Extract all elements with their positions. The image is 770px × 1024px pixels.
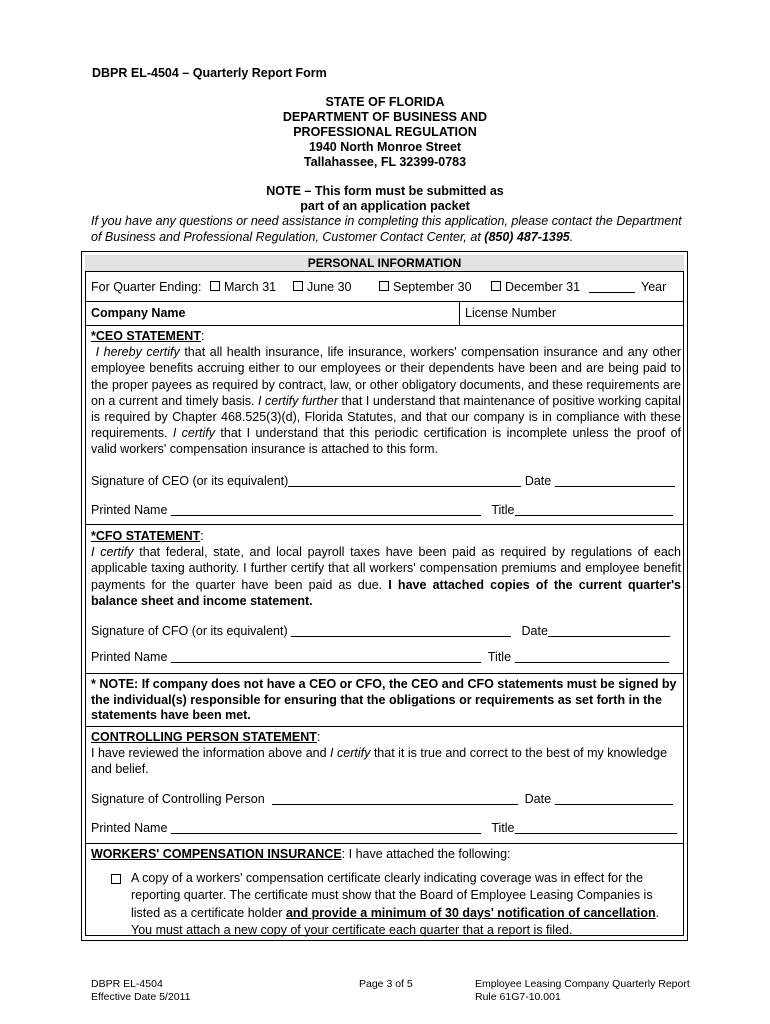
footer-page: Page 3 of 5: [359, 978, 413, 990]
cfo-colon: :: [200, 529, 204, 543]
cfo-signature-label: Signature of CFO (or its equivalent): [91, 624, 288, 638]
agency-street: 1940 North Monroe Street: [308, 140, 462, 154]
workers-comp-text-2: . You must attach a new copy of your certificate each quarter that a report is filed.: [131, 905, 660, 938]
controlling-colon: :: [316, 730, 321, 744]
help-body: If you have any questions or need assistance in completing this application, please contact the Department of Business and Professional Regulation, Customer Contact Center, at: [91, 214, 682, 244]
ceo-date-label: Date: [524, 474, 552, 488]
license-number-field[interactable]: License Number: [465, 306, 557, 320]
quarter-march-label: March 31: [224, 280, 277, 294]
workers-comp-rest: : I have attached the following:: [341, 847, 511, 861]
footer-effective-date: Effective Date 5/2011: [91, 991, 191, 1003]
quarter-june-label: June 30: [307, 280, 352, 294]
agency-city: Tallahassee, FL 32399-0783: [303, 155, 467, 169]
controlling-statement: [91, 729, 681, 778]
cfo-printed-line: [91, 650, 669, 664]
controlling-signature-field[interactable]: [272, 793, 518, 805]
ceo-text-3: that I understand that this periodic certification is incomplete unless the proof of valid workers' compensation insurance is attached to this form.: [91, 426, 682, 457]
personal-info-header: PERSONAL INFORMATION: [85, 255, 684, 272]
divider: [85, 524, 684, 525]
workers-comp-item: [111, 870, 671, 940]
footer-doc-name: Employee Leasing Company Quarterly Report: [475, 978, 690, 990]
agency-block: [0, 95, 770, 170]
cfo-heading: *CFO STATEMENT: [91, 529, 201, 543]
controlling-title-label: Title: [491, 821, 515, 835]
ceo-signature-line: [91, 474, 675, 488]
ceo-date-field[interactable]: [555, 475, 675, 487]
controlling-printed-label: Printed Name: [91, 821, 168, 835]
quarter-march[interactable]: [210, 280, 276, 294]
workers-comp-heading-line: [91, 847, 511, 861]
company-divider: [459, 302, 460, 326]
controlling-heading: CONTROLLING PERSON STATEMENT: [91, 730, 317, 744]
cfo-printed-field[interactable]: [171, 651, 481, 663]
controlling-printed-line: [91, 821, 677, 835]
quarter-september-label: September 30: [393, 280, 472, 294]
workers-comp-cancellation: and provide a minimum of 30 days' notification of cancellation: [285, 905, 656, 920]
year-field[interactable]: [589, 280, 635, 294]
controlling-signature-line: [91, 792, 673, 806]
ceo-printed-field[interactable]: [171, 504, 481, 516]
controlling-printed-field[interactable]: [171, 822, 481, 834]
cfo-text: that federal, state, and local payroll taxes have been paid as required by regulations of each applicable taxing authority. I further certify that all workers' compensation premiums and employee benefit payments for the quarter have been paid as due.: [91, 545, 681, 592]
submission-note: [0, 184, 770, 214]
ceo-text-2: that I understand that maintenance of positive working capital is required by Chapter 468.525(3)(d), Florida Statutes, and that our company is in compliance with these requirements.: [91, 393, 681, 441]
checkbox-icon[interactable]: [293, 281, 303, 291]
help-end: .: [569, 230, 574, 244]
quarter-label: For Quarter Ending:: [91, 280, 202, 294]
checkbox-icon[interactable]: [210, 281, 220, 291]
ceo-heading: *CEO STATEMENT: [91, 329, 201, 343]
cfo-statement: [91, 528, 681, 609]
checkbox-icon[interactable]: [491, 281, 501, 291]
cfo-date-label: Date: [521, 624, 548, 638]
controlling-signature-label: Signature of Controlling Person: [91, 792, 265, 806]
ceo-signature-field[interactable]: [288, 475, 521, 487]
controlling-text-1: I have reviewed the information above and: [91, 746, 331, 761]
cfo-printed-label: Printed Name: [91, 650, 168, 664]
divider: [85, 673, 684, 674]
ceo-signature-label: Signature of CEO (or its equivalent): [91, 474, 289, 488]
agency-regulation: PROFESSIONAL REGULATION: [293, 125, 477, 139]
ceo-certify-3: I certify: [172, 426, 216, 441]
footer-right: [475, 978, 690, 1004]
checkbox-icon[interactable]: [379, 281, 389, 291]
cfo-certify: I certify: [91, 545, 134, 560]
ceo-printed-line: [91, 503, 673, 517]
controlling-date-label: Date: [524, 792, 552, 806]
cfo-attached: I have attached copies of the current quarter's balance sheet and income statement.: [91, 577, 681, 608]
note-line-2: part of an application packet: [300, 199, 470, 213]
asterisk-note: * NOTE: If company does not have a CEO or CFO, the CEO and CFO statements must be signed by the individual(s) responsible for ensuring that the obligations or requirements as set forth in the statements have been met.: [91, 677, 677, 722]
quarter-june[interactable]: [293, 280, 351, 294]
note-line-1: NOTE – This form must be submitted as: [266, 184, 504, 198]
controlling-date-field[interactable]: [555, 793, 673, 805]
company-name-field[interactable]: Company Name: [91, 306, 186, 320]
workers-comp-text-1: A copy of a workers' compensation certificate clearly indicating coverage was in effect for the reporting quarter. The certificate must show that the Board of Employee Leasing Companies is listed as a certificate holder: [131, 871, 653, 920]
controlling-certify: I certify: [330, 746, 371, 761]
controlling-text-2: that it is true and correct to the best of my knowledge and belief.: [91, 746, 668, 777]
ceo-title-label: Title: [491, 503, 515, 517]
cfo-signature-field[interactable]: [291, 625, 511, 637]
ceo-title-field[interactable]: [515, 504, 673, 516]
ceo-certify-1: I hereby certify: [95, 345, 180, 360]
quarter-september[interactable]: [379, 280, 472, 294]
ceo-text-1: that all health insurance, life insurance, workers' compensation insurance and any other employee benefits accruing either to our employees or their dependents have been and are being paid to the proper payees as required by contract, law, or other obligatory documents, and these requirements are on a current and timely basis.: [91, 345, 681, 408]
divider: [85, 726, 684, 727]
cfo-title-field[interactable]: [515, 651, 669, 663]
quarter-row: [85, 272, 684, 302]
cfo-signature-line: [91, 624, 670, 638]
quarter-december[interactable]: [491, 280, 580, 294]
agency-department: DEPARTMENT OF BUSINESS AND: [282, 110, 488, 124]
help-text: [91, 213, 691, 245]
ceo-certify-2: I certify further: [258, 393, 339, 408]
company-row: [85, 302, 684, 326]
divider: [85, 843, 684, 844]
agency-state: STATE OF FLORIDA: [325, 95, 445, 109]
quarter-december-label: December 31: [505, 280, 581, 294]
footer-form-id: DBPR EL-4504: [91, 978, 163, 990]
workers-comp-heading: WORKERS' COMPENSATION INSURANCE: [91, 847, 342, 861]
footer-rule: Rule 61G7-10.001: [475, 991, 561, 1003]
footer-left: [91, 978, 190, 1004]
cfo-title-label: Title: [487, 650, 512, 664]
form-title: DBPR EL-4504 – Quarterly Report Form: [92, 66, 327, 80]
ceo-colon: :: [200, 329, 205, 343]
ceo-printed-label: Printed Name: [91, 503, 168, 517]
cfo-date-field[interactable]: [548, 625, 670, 637]
checkbox-icon[interactable]: [111, 874, 121, 884]
year-label: Year: [641, 280, 667, 294]
ceo-statement: [91, 328, 681, 458]
controlling-title-field[interactable]: [515, 822, 677, 834]
help-phone: (850) 487-1395: [484, 230, 570, 244]
